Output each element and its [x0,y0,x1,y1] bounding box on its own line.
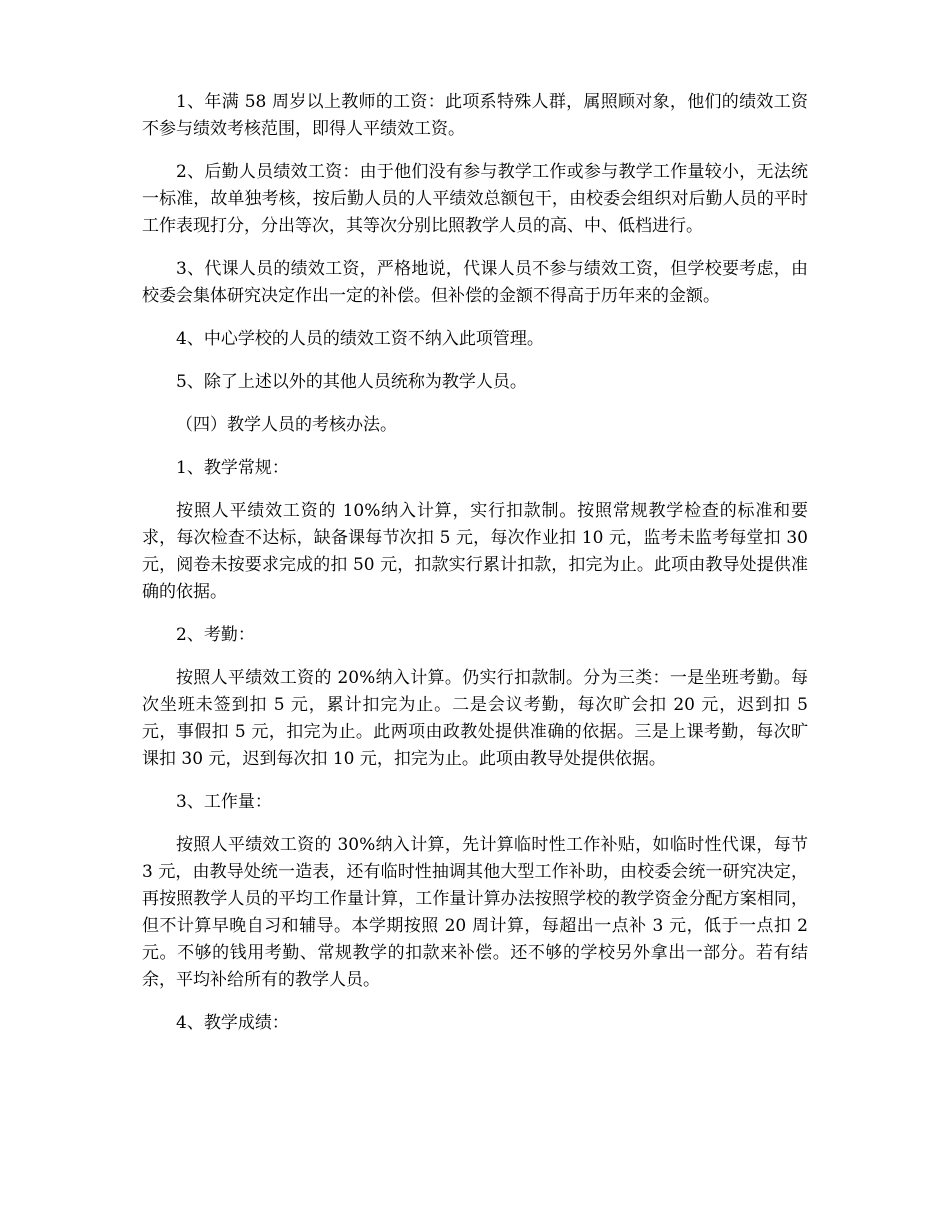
document-body [142,89,808,1053]
section-heading-assessment: （四）教学人员的考核办法。 [176,415,397,435]
paragraph-substitute-staff: 3、代课人员的绩效工资，严格地说，代课人员不参与绩效工资，但学校要考虑，由校委会集体研究决定作出一定的补偿。但补偿的金额不得高于历年来的金额。 [142,259,808,306]
subheading-attendance: 2、考勤： [176,625,255,645]
paragraph-attendance: 按照人平绩效工资的 20%纳入计算。仍实行扣款制。分为三类：一是坐班考勤。每次坐班未签到扣 5 元，累计扣完为止。二是会议考勤，每次旷会扣 20 元，迟到扣 5 元，事假扣 5 元，扣完为止。此两项由政教处提供准确的依据。三是上课考勤，每次旷课扣 30 元，迟到每次扣 10 元，扣完为止。此项由教导处提供依据。 [142,668,808,769]
subheading-teaching-results: 4、教学成绩： [176,1013,289,1033]
subheading-teaching-routine: 1、教学常规： [176,458,289,478]
paragraph-teaching-routine: 按照人平绩效工资的 10%纳入计算，实行扣款制。按照常规教学检查的标准和要求，每次检查不达标，缺备课每节次扣 5 元，每次作业扣 10 元，监考未监考每堂扣 30 元，阅卷未按要求完成的扣 50 元，扣款实行累计扣款，扣完为止。此项由教导处提供准确的依据。 [142,501,808,602]
paragraph-senior-teachers: 1、年满 58 周岁以上教师的工资：此项系特殊人群，属照顾对象，他们的绩效工资不参与绩效考核范围，即得人平绩效工资。 [142,92,808,139]
paragraph-logistics-staff: 2、后勤人员绩效工资：由于他们没有参与教学工作或参与教学工作量较小，无法统一标准，故单独考核，按后勤人员的人平绩效总额包干，由校委会组织对后勤人员的平时工作表现打分，分出等次，其等次分别比照教学人员的高、中、低档进行。 [142,162,808,236]
paragraph-teaching-staff: 5、除了上述以外的其他人员统称为教学人员。 [176,372,527,392]
subheading-workload: 3、工作量： [176,792,272,812]
paragraph-central-school: 4、中心学校的人员的绩效工资不纳入此项管理。 [176,329,544,349]
paragraph-workload: 按照人平绩效工资的 30%纳入计算，先计算临时性工作补贴，如临时性代课，每节 3 元，由教导处统一造表，还有临时性抽调其他大型工作补助，由校委会统一研究决定，再按照教学人员的平均工作量计算，工作量计算办法按照学校的教学资金分配方案相同，但不计算早晚自习和辅导。本学期按照 20 周计算，每超出一点补 3 元，低于一点扣 2 元。不够的钱用考勤、常规教学的扣款来补偿。还不够的学校另外拿出一部分。若有结余，平均补给所有的教学人员。 [142,835,808,990]
